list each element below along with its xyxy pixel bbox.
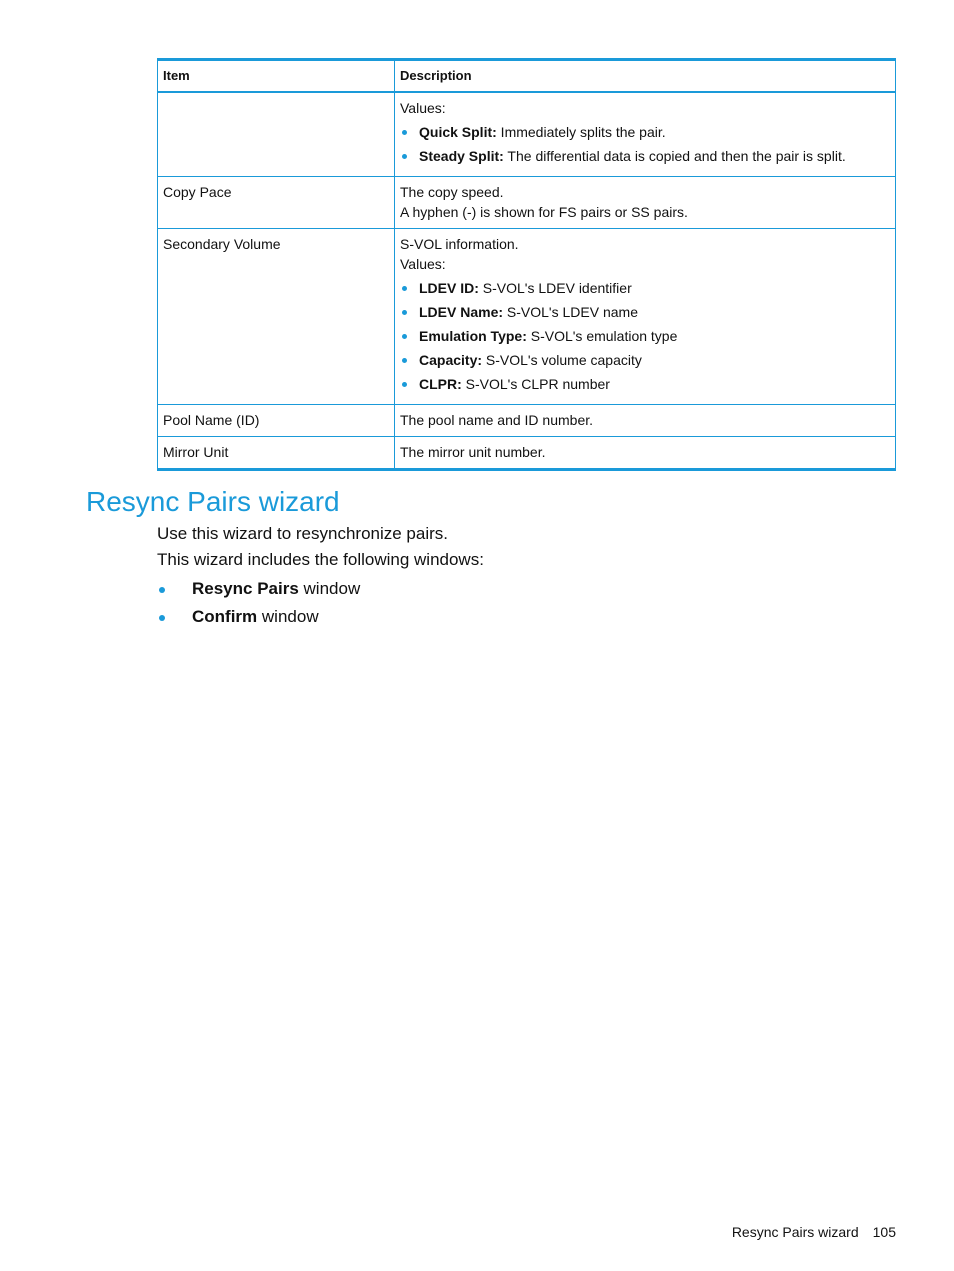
description-line: The mirror unit number. [400, 444, 546, 460]
bullet-icon [402, 154, 407, 159]
bullet-icon [402, 130, 407, 135]
list-item [400, 374, 890, 394]
list-item [157, 576, 360, 604]
values-list [400, 278, 890, 394]
term: Quick Split: [419, 124, 497, 140]
row-item: Copy Pace [158, 177, 395, 229]
description-line: The pool name and ID number. [400, 412, 594, 428]
bullet-icon [402, 358, 407, 363]
bullet-icon [402, 286, 407, 291]
bullet-icon [402, 382, 407, 387]
row-item: Pool Name (ID) [158, 405, 395, 437]
row-item: Secondary Volume [158, 229, 395, 405]
list-item [400, 122, 890, 142]
includes-paragraph: This wizard includes the following windows: [157, 550, 484, 569]
row-item: Mirror Unit [158, 437, 395, 470]
parameter-table [157, 58, 896, 471]
table-row [158, 92, 896, 177]
list-item [400, 146, 890, 166]
footer-label: Resync Pairs wizard [731, 1224, 859, 1240]
table-row [158, 405, 896, 437]
window-name: Confirm [192, 607, 258, 626]
page-number: 105 [872, 1224, 896, 1240]
windows-list [157, 576, 360, 632]
bullet-icon [159, 587, 165, 593]
description-line: Values: [400, 256, 446, 272]
table-row [158, 437, 896, 470]
term-desc: S-VOL's LDEV identifier [478, 280, 632, 296]
header-item: Item [158, 60, 395, 93]
header-description: Description [395, 60, 896, 93]
bullet-icon [402, 310, 407, 315]
term: CLPR: [419, 376, 462, 392]
term: Emulation Type: [419, 328, 527, 344]
list-item [400, 326, 890, 346]
values-list [400, 122, 890, 166]
description-line: Values: [400, 100, 446, 116]
bullet-icon [402, 334, 407, 339]
list-item [400, 350, 890, 370]
term-desc: S-VOL's emulation type [526, 328, 678, 344]
table-header-row [158, 60, 896, 93]
term-desc: S-VOL's LDEV name [503, 304, 638, 320]
list-item [400, 278, 890, 298]
row-description [395, 229, 896, 405]
section-title: Resync Pairs wizard [86, 486, 340, 517]
list-item [157, 604, 360, 632]
term-desc: S-VOL's volume capacity [482, 352, 642, 368]
window-suffix: window [257, 607, 319, 626]
window-suffix: window [298, 579, 361, 598]
term: Capacity: [419, 352, 483, 368]
term-desc: Immediately splits the pair. [496, 124, 666, 140]
term: Steady Split: [419, 148, 504, 164]
row-item [158, 92, 395, 177]
description-line: A hyphen (-) is shown for FS pairs or SS pairs. [400, 204, 688, 220]
window-name: Resync Pairs [192, 579, 299, 598]
page-footer [732, 1222, 896, 1242]
row-description [395, 405, 896, 437]
table-row [158, 177, 896, 229]
row-description [395, 177, 896, 229]
intro-paragraph: Use this wizard to resynchronize pairs. [157, 524, 449, 543]
table-row [158, 229, 896, 405]
description-line: The copy speed. [400, 184, 504, 200]
description-line: S-VOL information. [400, 236, 519, 252]
bullet-icon [159, 615, 165, 621]
row-description [395, 437, 896, 470]
term: LDEV Name: [419, 304, 504, 320]
term-desc: The differential data is copied and then the pair is split. [503, 148, 846, 164]
term-desc: S-VOL's CLPR number [461, 376, 610, 392]
list-item [400, 302, 890, 322]
term: LDEV ID: [419, 280, 479, 296]
row-description [395, 92, 896, 177]
